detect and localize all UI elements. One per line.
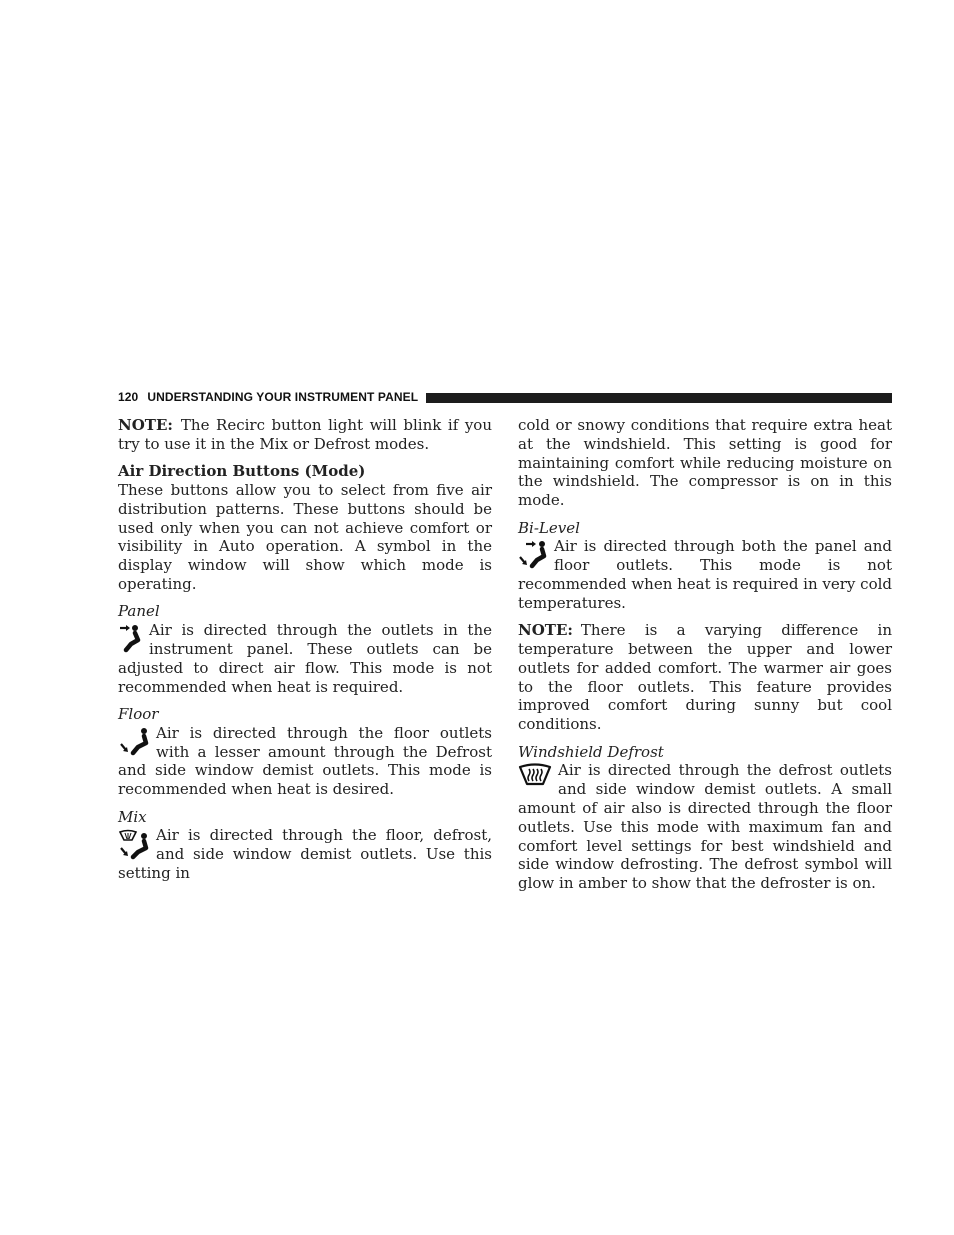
windshield-defrost-icon [518, 763, 552, 787]
note-label: NOTE: [518, 621, 573, 640]
note-text: There is a varying difference in temperature between the upper and lower outlets for added comfort. The warmer air goes to the floor outlets. This feature provides improved comfort during sunny but cool conditions. [518, 621, 892, 734]
section-title: UNDERSTANDING YOUR INSTRUMENT PANEL [147, 390, 419, 404]
defrost-body: Air is directed through the defrost outlets and side window demist outlets. A small amount of air also is directed through the floor outlets. Use this mode with maximum fan and comfort level settings for best windshield and side window defrosting. The defrost symbol will glow in amber to show that the defroster is on. [518, 761, 892, 893]
defrost-section [518, 761, 892, 893]
bilevel-section [518, 537, 892, 612]
bilevel-body: Air is directed through both the panel and floor outlets. This mode is not recommended when heat is required in very cold temperatures. [518, 537, 893, 612]
air-direction-heading: Air Direction Buttons (Mode) [118, 462, 366, 481]
note-temperature [518, 621, 892, 734]
defrost-title: Windshield Defrost [518, 742, 664, 761]
panel-body: Air is directed through the outlets in the instrument panel. These outlets can be adjusted to direct air flow. This mode is not recommended when heat is required. [118, 621, 492, 696]
note-recirc [118, 416, 492, 454]
mix-mode-icon [118, 828, 150, 860]
mix-title: Mix [118, 807, 147, 826]
mix-body: Air is directed through the floor, defrost, and side window demist outlets. Use this setting in [118, 826, 492, 882]
left-column [118, 416, 492, 891]
right-column [518, 416, 892, 902]
bi-level-mode-icon [518, 539, 548, 571]
mix-continued: cold or snowy conditions that require extra heat at the windshield. This setting is good for maintaining comfort while reducing moisture on the windshield. The compressor is on in this mode. [518, 416, 892, 510]
header-rule [426, 393, 892, 403]
panel-title: Panel [118, 602, 160, 621]
floor-body: Air is directed through the floor outlets with a lesser amount through the Defrost and side window demist outlets. This mode is recommended when heat is desired. [118, 723, 492, 799]
page-header [118, 389, 892, 405]
note-text: The Recirc button light will blink if you try to use it in the Mix or Defrost modes. [118, 416, 492, 453]
floor-section [118, 724, 492, 799]
note-label: NOTE: [118, 416, 173, 434]
floor-title: Floor [118, 704, 159, 723]
panel-section [118, 621, 492, 696]
bilevel-title: Bi-Level [518, 518, 580, 537]
floor-mode-icon [118, 726, 150, 758]
mix-section [118, 826, 492, 882]
panel-mode-icon [118, 623, 143, 653]
air-direction-body: These buttons allow you to select from five air distribution patterns. These buttons should be used only when you can not achieve comfort or visibility in Auto operation. A symbol in the display window will show which mode is operating. [118, 480, 492, 593]
page-number: 120 [118, 390, 139, 404]
